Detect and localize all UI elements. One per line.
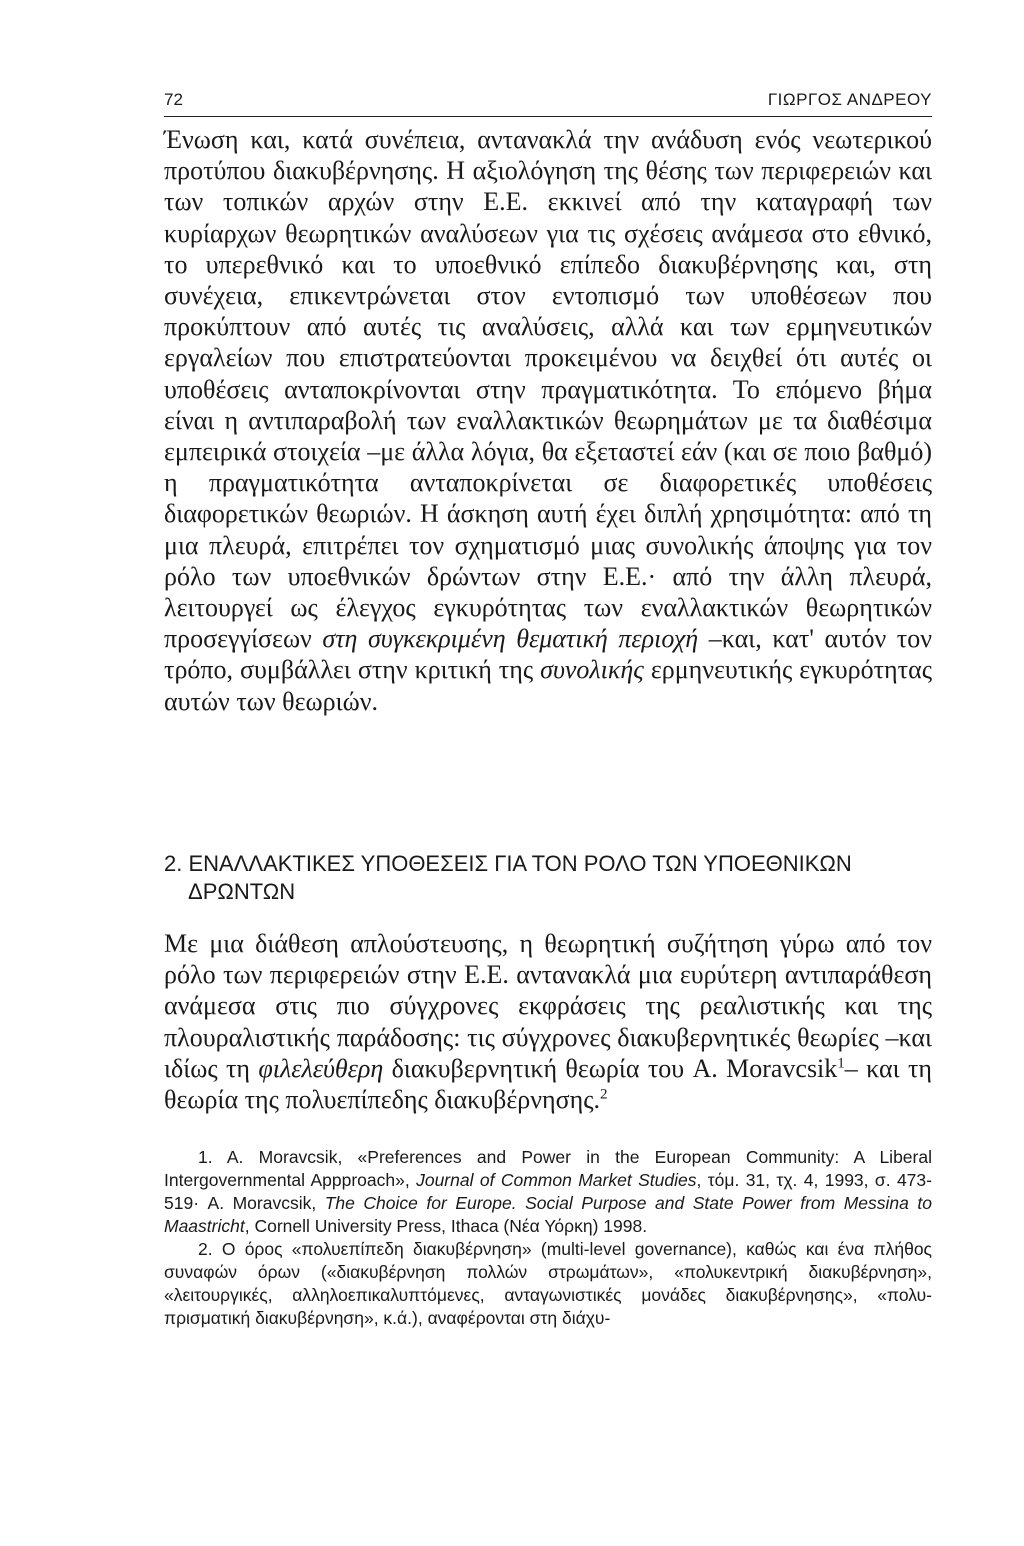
footnote-text: 1. A. Moravcsik, «Preferences and Power in the European Community: A Liberal Intergovernmental Appproach», <box>164 1147 932 1190</box>
italic-phrase: συνολικής <box>540 655 644 685</box>
paragraph-text: Με μια διάθεση απλούστευσης, η θεωρητική συζήτηση γύρω από τον ρόλο των περιφερειών στην Ε.Ε. αντανακλά μια ευρύτερη αντιπαράθεση ανάμεσα στις πιο σύγχρονες εκφράσεις της ρεαλιστικής και της πλουραλιστικής παράδοσης: τις σύγχρονες διακυβερνητικές θεωρίες –και ιδίως τη <box>164 929 932 1083</box>
footnote-text: 2. O όρος «πολυεπίπεδη διακυβέρνηση» (multi-level governance), καθώς και ένα πλήθος συναφών όρων («διακυβέρνηση πολλών στρωμάτων», «πολυκεντρική διακυβέρνηση», «λειτουργικές, αλληλοεπικαλυπτόμενες, ανταγωνιστικές μονάδες διακυβέρνησης», «πολυ-πρισματική διακυβέρνηση», κ.ά.), αναφέρονται στη διάχυ- <box>164 1239 932 1328</box>
running-head: ΓΙΩΡΓΟΣ ΑΝΔΡΕΟΥ <box>767 90 932 109</box>
book-title: The Choice for Europe. Social Purpose and State Power from Messina to Maastricht <box>164 1193 932 1236</box>
section-heading <box>164 850 932 906</box>
journal-title: Journal of Common Market Studies <box>416 1170 697 1190</box>
footnote-text: , Cornell University Press, Ithaca (Νέα Υόρκη) 1998. <box>244 1216 648 1236</box>
footnote-1 <box>164 1146 932 1238</box>
section-heading-line: 2. ΕΝΑΛΛΑΚΤΙΚΕΣ ΥΠΟΘΕΣΕΙΣ ΓΙΑ ΤΟΝ ΡΟΛΟ ΤΩΝ ΥΠΟΕΘΝΙΚΩΝ <box>164 851 852 876</box>
page-header <box>164 86 932 117</box>
paragraph-text: ερμηνευτικής εγκυρότητας αυτών των θεωριών. <box>164 655 932 716</box>
body-paragraph-1 <box>164 124 932 717</box>
footnotes <box>164 1146 932 1330</box>
section-heading-line: ΔΡΩΝΤΩΝ <box>188 879 296 904</box>
page-number: 72 <box>164 90 183 109</box>
italic-phrase: φιλελεύθερη <box>258 1053 384 1083</box>
paragraph-text: διακυβερνητική θεωρία του A. Moravcsik <box>383 1053 838 1083</box>
italic-phrase: στη συγκεκριμένη θεματική περιοχή <box>322 624 699 654</box>
paragraph-text: –και, κατ' αυτόν τον τρόπο, συμβάλλει στην κριτική της <box>164 624 932 685</box>
paragraph-text: – και τη θεωρία της πολυεπίπεδης διακυβέρνησης. <box>164 1053 932 1115</box>
body-paragraph-2 <box>164 928 932 1115</box>
footnote-2 <box>164 1238 932 1330</box>
footnote-text: , τόμ. 31, τχ. 4, 1993, σ. 473-519· A. Moravcsik, <box>164 1170 932 1213</box>
footnote-ref-1[interactable]: 1 <box>837 1055 845 1072</box>
footnote-ref-2[interactable]: 2 <box>600 1086 608 1103</box>
paragraph-text: Ένωση και, κατά συνέπεια, αντανακλά την ανάδυση ενός νεωτερικού προτύπου διακυβέρνησης. Η αξιολόγηση της θέσης των περιφερειών και των τοπικών αρχών στην Ε.Ε. εκκινεί από την καταγραφή των κυρίαρχων θεωρητικών αναλύσεων για τις σχέσεις ανάμεσα στο εθνικό, το υπερεθνικό και το υποεθνικό επίπεδο διακυβέρνησης και, στη συνέχεια, επικεντρώνεται στον εντοπισμό των υποθέσεων που προκύπτουν από αυτές τις αναλύσεις, αλλά και των ερμηνευτικών εργαλείων που επιστρατεύονται προκειμένου να δειχθεί ότι αυτές οι υποθέσεις ανταποκρίνονται στην πραγματικότητα. Το επόμενο βήμα είναι η αντιπαραβολή των εναλλακτικών θεωρημάτων με τα διαθέσιμα εμπειρικά στοιχεία –με άλλα λόγια, θα εξεταστεί εάν (και σε ποιο βαθμό) η πραγματικότητα ανταποκρίνεται σε διαφορετικές υποθέσεις διαφορετικών θεωριών. Η άσκηση αυτή έχει διπλή χρησιμότητα: από τη μια πλευρά, επιτρέπει τον σχηματισμό μιας συνολικής άποψης για τον ρόλο των υποεθνικών δρώντων στην Ε.Ε.· από την άλλη πλευρά, λειτουργεί ως έλεγχος εγκυρότητας των εναλλακτικών θεωρητικών προσεγγίσεων <box>164 125 932 654</box>
